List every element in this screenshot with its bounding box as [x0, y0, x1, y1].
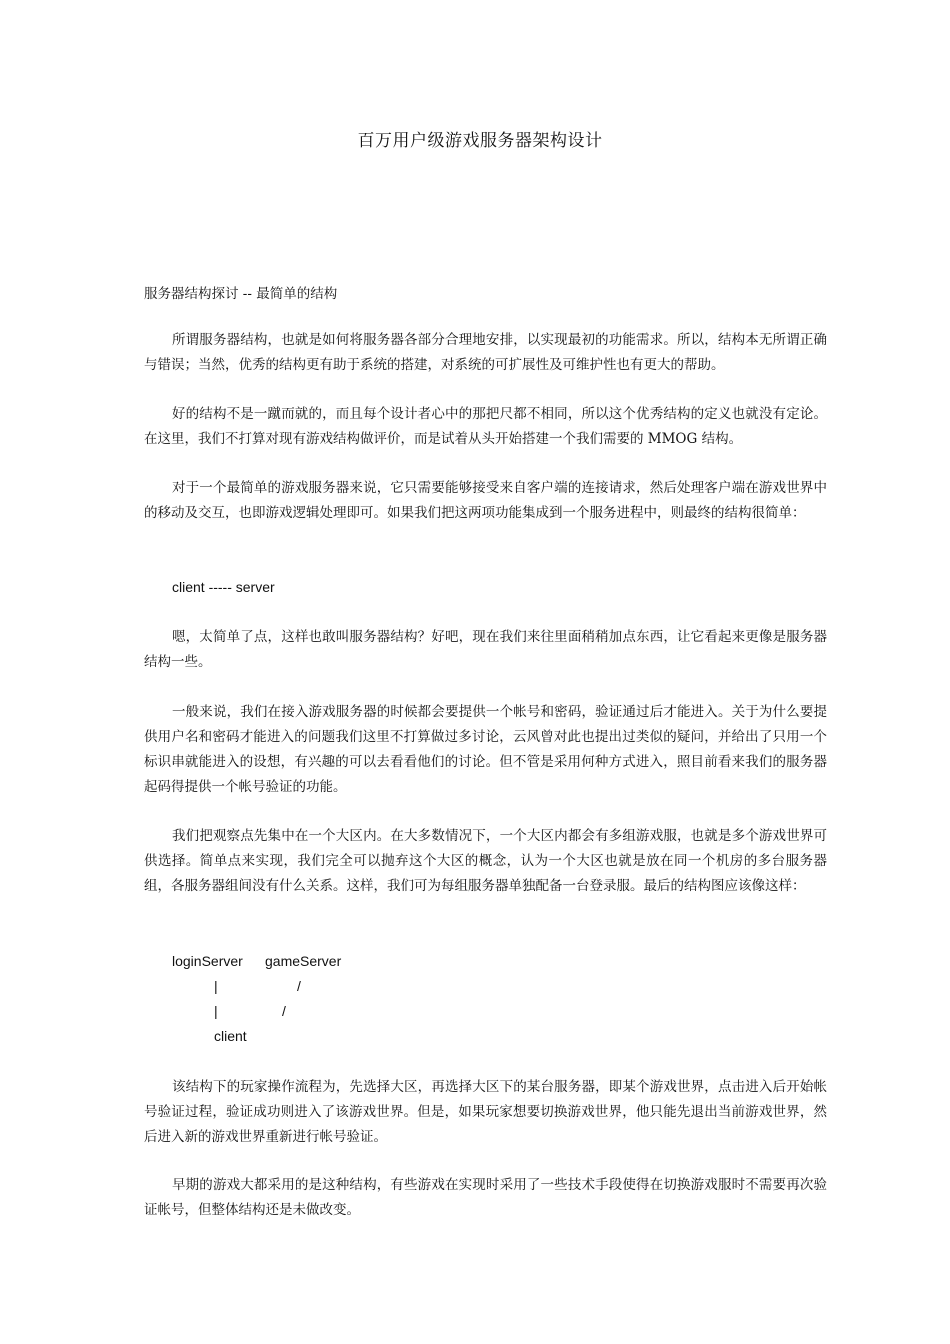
paragraph-7: 该结构下的玩家操作流程为，先选择大区，再选择大区下的某台服务器，即某个游戏世界，点击进入后开始帐号验证过程，验证成功则进入了该游戏世界。但是，如果玩家想要切换游戏世界，他只能先退出当前游戏世界，然后进入新的游戏世界重新进行帐号验证。 — [144, 1079, 827, 1145]
document-title: 百万用户级游戏服务器架构设计 — [357, 131, 603, 151]
paragraph-5: 一般来说，我们在接入游戏服务器的时候都会要提供一个帐号和密码，验证通过后才能进入。关于为什么要提供用户名和密码才能进入的问题我们这里不打算做过多讨论，云风曾对此也提出过类似的疑问，并给出了只用一个标识串就能进入的设想，有兴趣的可以去看看他们的讨论。但不管是采用何种方式进入，照目前看来我们的服务器起码得提供一个帐号验证的功能。 — [144, 704, 827, 795]
diagram-pipe-1: | — [214, 978, 218, 994]
paragraph-2: 好的结构不是一蹴而就的，而且每个设计者心中的那把尺都不相同，所以这个优秀结构的定义也就没有定论。在这里，我们不打算对现有游戏结构做评价，而是试着从头开始搭建一个我们需要的 MMOG 结构。 — [144, 406, 827, 447]
paragraph-3: 对于一个最简单的游戏服务器来说，它只需要能够接受来自客户端的连接请求，然后处理客户端在游戏世界中的移动及交互，也即游戏逻辑处理即可。如果我们把这两项功能集成到一个服务进程中，则最终的结构很简单： — [144, 480, 827, 521]
paragraph-4: 嗯，太简单了点，这样也敢叫服务器结构？好吧，现在我们来往里面稍稍加点东西，让它看起来更像是服务器结构一些。 — [144, 629, 827, 670]
section-heading: 服务器结构探讨 -- 最简单的结构 — [144, 286, 338, 302]
diagram-pipe-2: | — [214, 1003, 218, 1019]
diagram-slash-2: / — [282, 1003, 286, 1019]
diagram-client-server: client ----- server — [172, 579, 275, 595]
paragraph-8: 早期的游戏大都采用的是这种结构，有些游戏在实现时采用了一些技术手段使得在切换游戏服时不需要再次验证帐号，但整体结构还是未做改变。 — [144, 1177, 827, 1218]
paragraph-1: 所谓服务器结构，也就是如何将服务器各部分合理地安排，以实现最初的功能需求。所以，结构本无所谓正确与错误；当然，优秀的结构更有助于系统的搭建，对系统的可扩展性及可维护性也有更大的帮助。 — [144, 332, 827, 373]
diagram-slash-1: / — [297, 978, 301, 994]
diagram-login-server-label: loginServer — [172, 953, 243, 969]
diagram-client-label: client — [214, 1028, 247, 1044]
paragraph-6: 我们把观察点先集中在一个大区内。在大多数情况下，一个大区内都会有多组游戏服，也就是多个游戏世界可供选择。简单点来实现，我们完全可以抛弃这个大区的概念，认为一个大区也就是放在同一个机房的多台服务器组，各服务器组间没有什么关系。这样，我们可为每组服务器单独配备一台登录服。最后的结构图应该像这样： — [144, 828, 827, 894]
diagram-game-server-label: gameServer — [265, 953, 342, 969]
